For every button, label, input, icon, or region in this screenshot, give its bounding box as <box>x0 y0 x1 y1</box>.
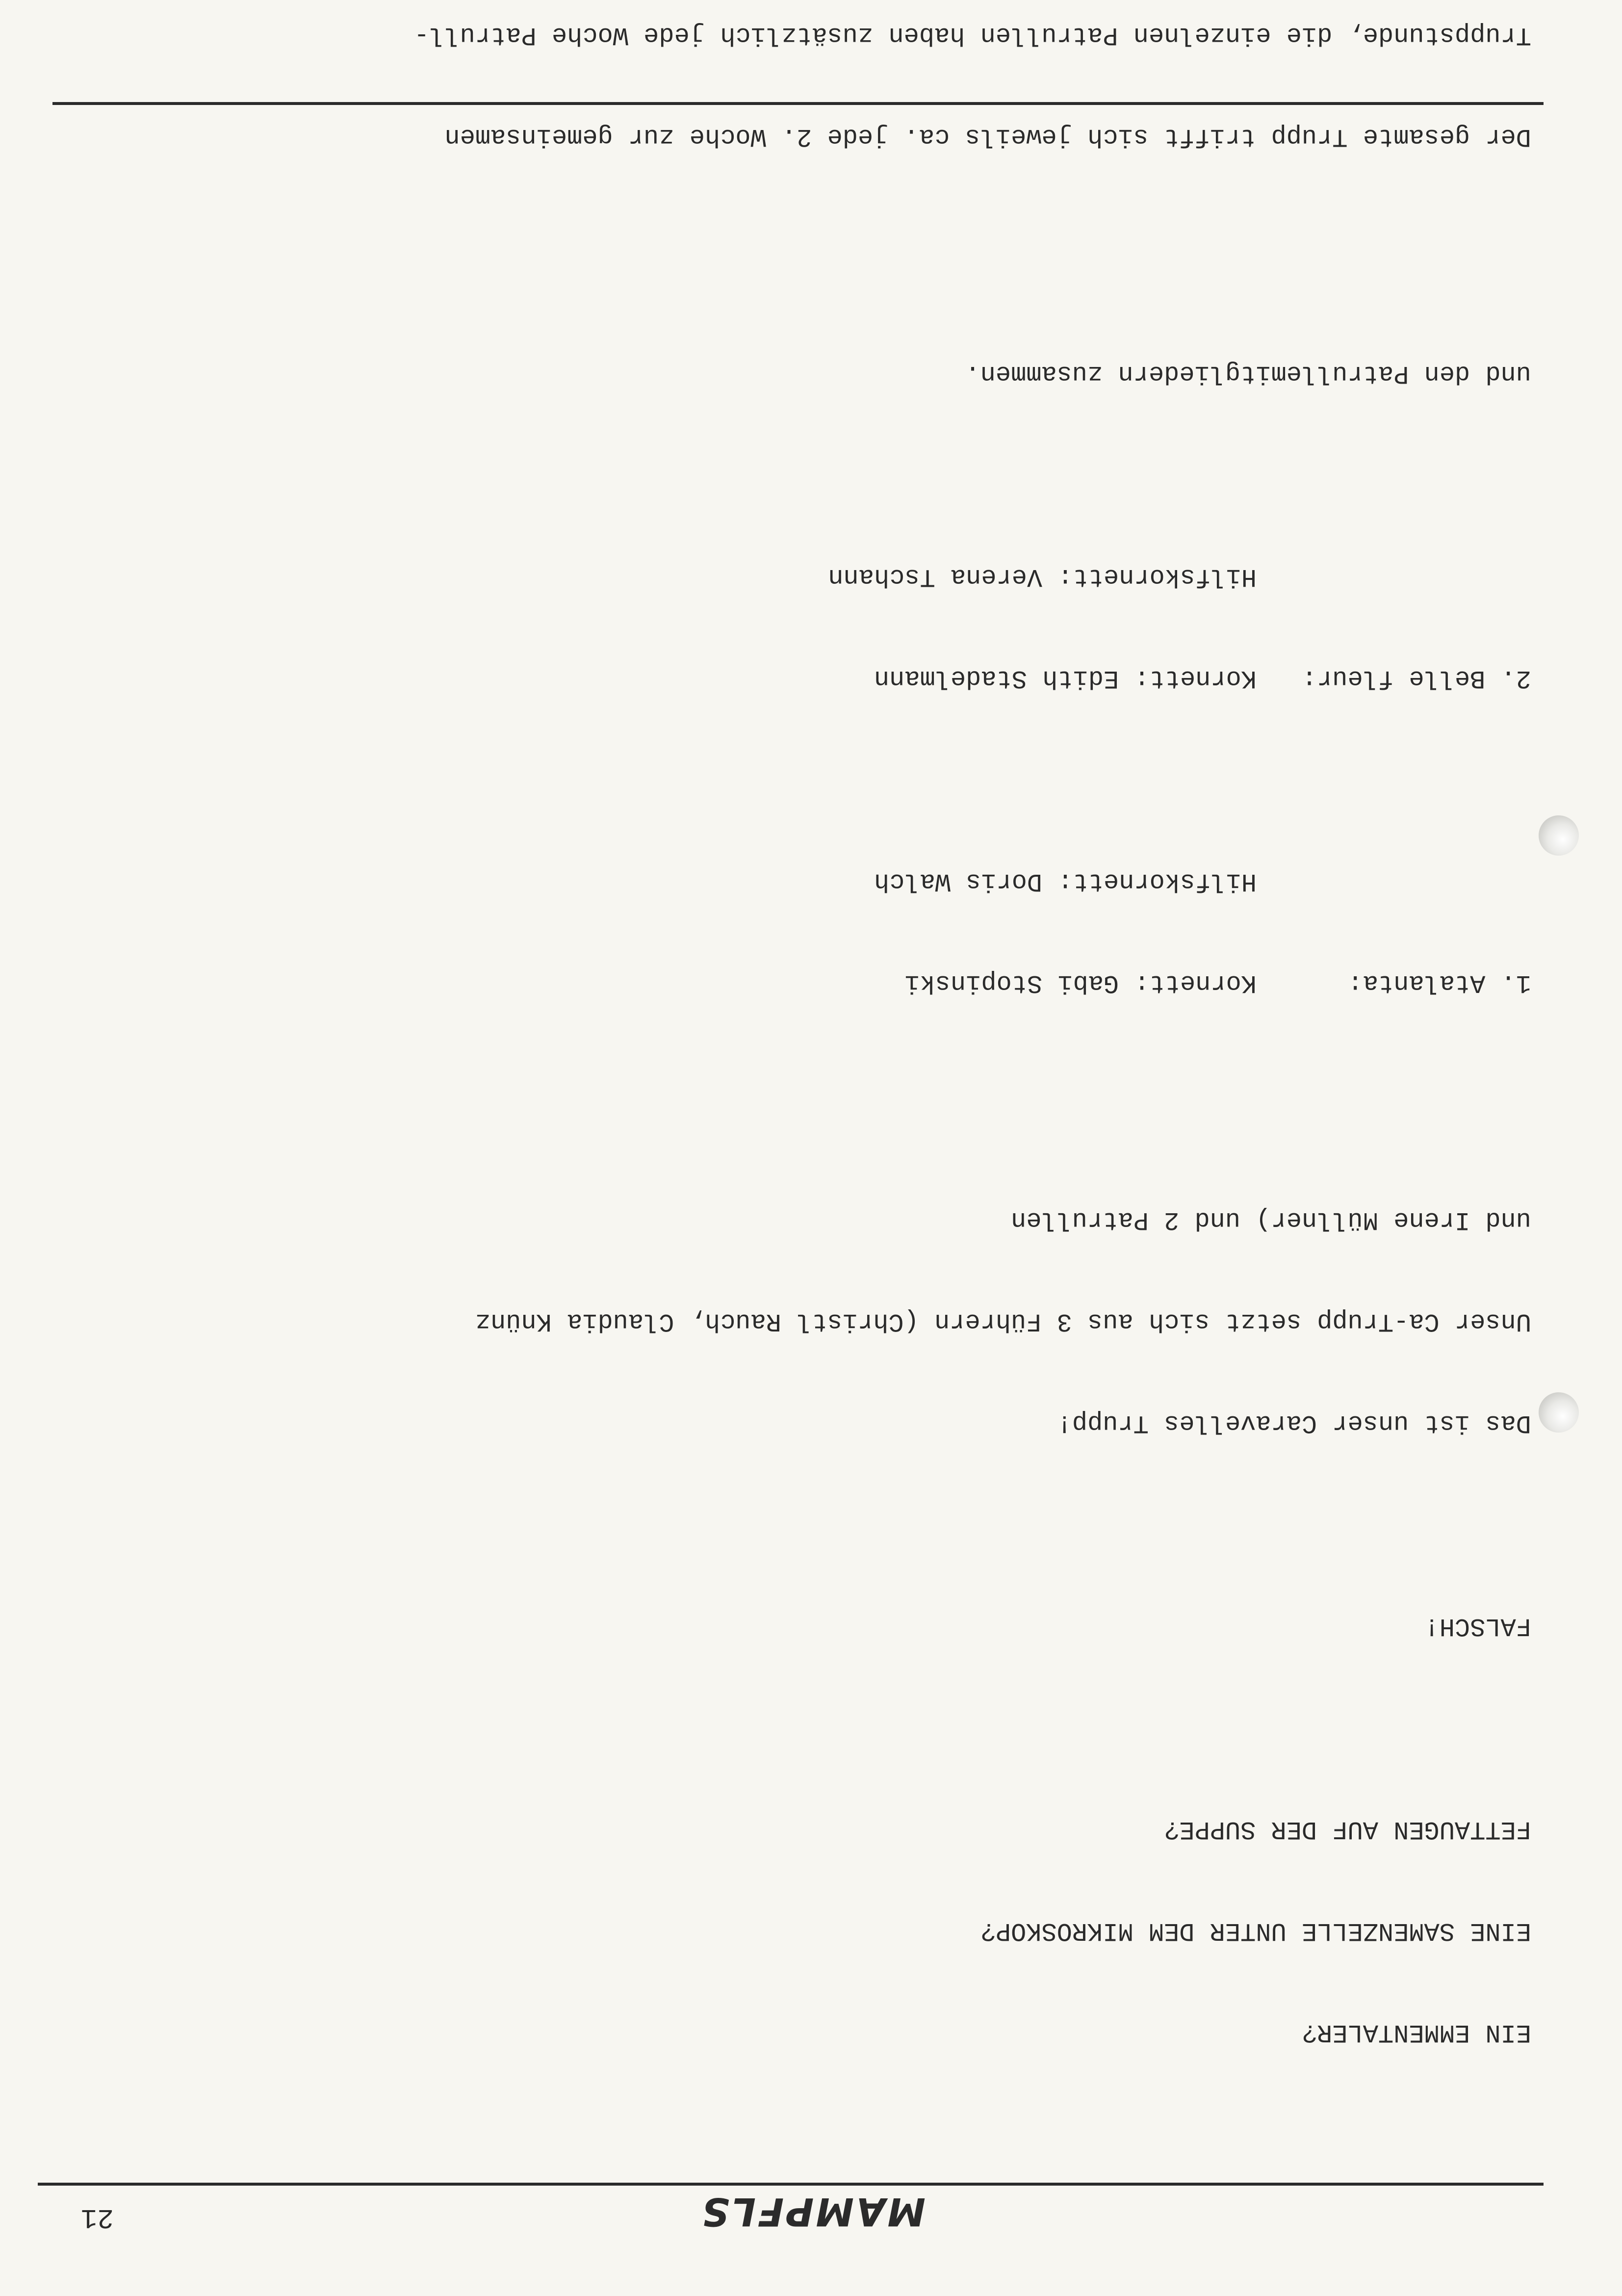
intro-question-1: EIN EMMENTALER? <box>1301 2018 1531 2047</box>
patrulle-name: 1. Atalanta: <box>1347 968 1531 997</box>
patrulle-kornett: Kornett: Gabi Stopinski <box>904 968 1257 997</box>
patrulle-atalanta <box>60 966 1531 1000</box>
falsch-text: FALSCH! <box>1424 1612 1531 1641</box>
mampfla-logo: MAMPFLS <box>700 2189 926 2233</box>
patrulle-belle-fleur <box>60 661 1531 695</box>
trupp-line-1: Das ist unser Caravelles Trupp! <box>1056 1409 1531 1437</box>
patrulle-hilfskornett: Hilfskornett: Verena Tschann <box>828 562 1257 591</box>
patrulle-hilfskornett: Hilfskornett: Doris Walch <box>874 867 1257 896</box>
punch-hole <box>1539 815 1579 856</box>
patrulle-kornett: Kornett: Edith Stadelmann <box>874 664 1257 693</box>
header-rule <box>38 2183 1544 2186</box>
intro-question-2: EINE SAMENZELLE UNTER DEM MIKROSKOP? <box>980 1916 1531 1945</box>
intro-question-3: FETTAUGEN AUF DER SUPPE? <box>1164 1815 1531 1844</box>
punch-hole <box>1539 1392 1579 1433</box>
footer-rule <box>52 102 1544 105</box>
trupp-line-2: Unser Ca-Trupp setzt sich aus 3 Führern (Christl Rauch, Claudia Knünz <box>475 1307 1531 1336</box>
page-number: 21 <box>80 2202 114 2233</box>
treffen-line: Der gesamte Trupp trifft sich jeweils ca. jede 2. Woche zur gemeinsamen <box>444 122 1531 151</box>
trupp-line-3: und Irene Müllner) und 2 Patrullen <box>1011 1205 1531 1234</box>
page-body <box>60 0 1531 2117</box>
zusammen-text: und den Patrullemitgliedern zusammen. <box>965 359 1531 388</box>
patrulle-name: 2. Belle fleur: <box>1301 664 1531 693</box>
treffen-line: Truppstunde, die einzelnen Patrullen haben zusätzlich jede Woche Patrull- <box>414 21 1531 50</box>
